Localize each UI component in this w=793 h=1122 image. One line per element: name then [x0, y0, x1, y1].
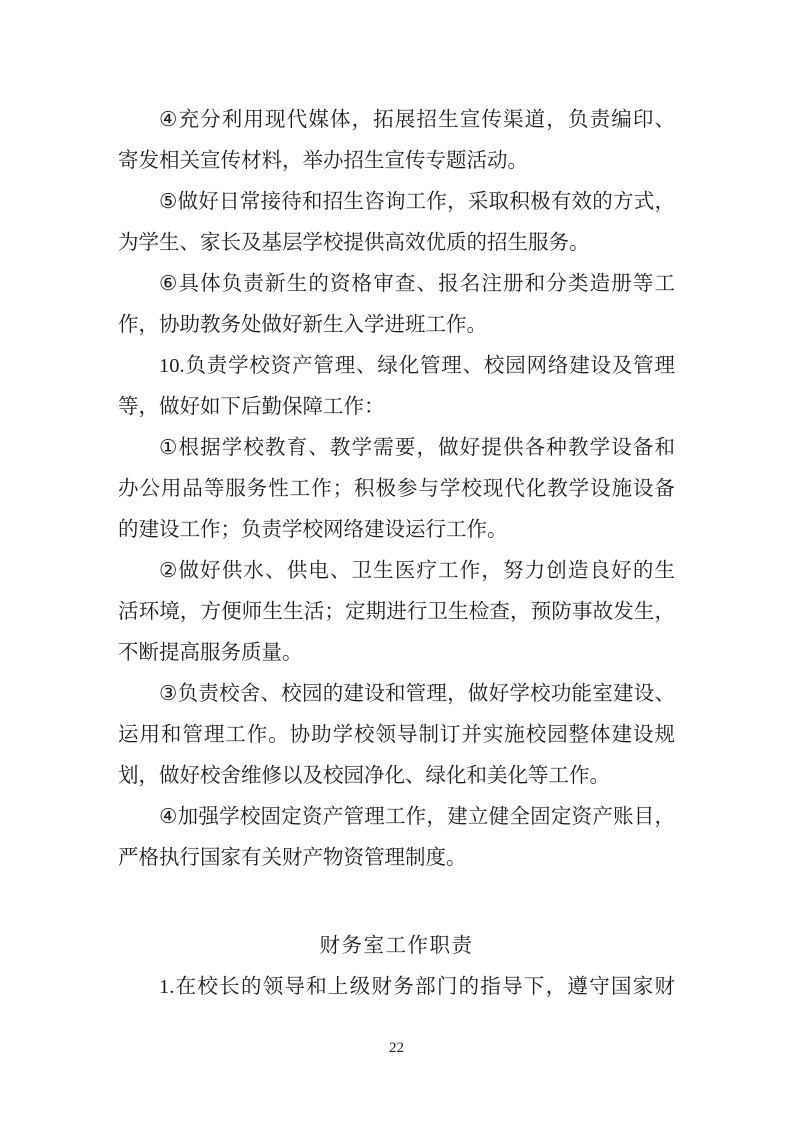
- text-line: 10.负责学校资产管理、绿化管理、校园网络建设及管理: [159, 355, 675, 377]
- text-line: ④充分利用现代媒体，拓展招生宣传渠道，负责编印、: [159, 109, 675, 131]
- text-line: 划，做好校舍维修以及校园净化、绿化和美化等工作。: [118, 765, 610, 787]
- text-line: 运用和管理工作。协助学校领导制订并实施校园整体建设规: [118, 724, 675, 746]
- text-line: ⑤做好日常接待和招生咨询工作，采取积极有效的方式，: [159, 191, 675, 213]
- text-line: ②做好供水、供电、卫生医疗工作，努力创造良好的生: [159, 560, 675, 582]
- text-line: 寄发相关宣传材料，举办招生宣传专题活动。: [118, 150, 528, 172]
- text-line: 不断提高服务质量。: [118, 642, 303, 664]
- page-number: 22: [389, 1040, 404, 1056]
- text-line: 严格执行国家有关财产物资管理制度。: [118, 847, 467, 869]
- text-line: 活环境，方便师生生活；定期进行卫生检查，预防事故发生，: [118, 601, 675, 623]
- text-line: 等，做好如下后勤保障工作：: [118, 396, 385, 418]
- text-line: ④加强学校固定资产管理工作，建立健全固定资产账目，: [159, 806, 675, 828]
- text-line: 为学生、家长及基层学校提供高效优质的招生服务。: [118, 232, 590, 254]
- text-line: ⑥具体负责新生的资格审查、报名注册和分类造册等工: [159, 273, 675, 295]
- text-line: 办公用品等服务性工作；积极参与学校现代化教学设施设备: [118, 478, 675, 500]
- text-line: ③负责校舍、校园的建设和管理，做好学校功能室建设、: [159, 683, 675, 705]
- text-line: ①根据学校教育、教学需要，做好提供各种教学设备和: [159, 437, 675, 459]
- text-line: 1.在校长的领导和上级财务部门的指导下，遵守国家财: [159, 976, 675, 998]
- section-heading: 财务室工作职责: [319, 935, 474, 957]
- text-line: 的建设工作；负责学校网络建设运行工作。: [118, 519, 508, 541]
- text-line: 作，协助教务处做好新生入学进班工作。: [118, 314, 487, 336]
- blank-line: [118, 879, 675, 926]
- document-body: [118, 100, 675, 1008]
